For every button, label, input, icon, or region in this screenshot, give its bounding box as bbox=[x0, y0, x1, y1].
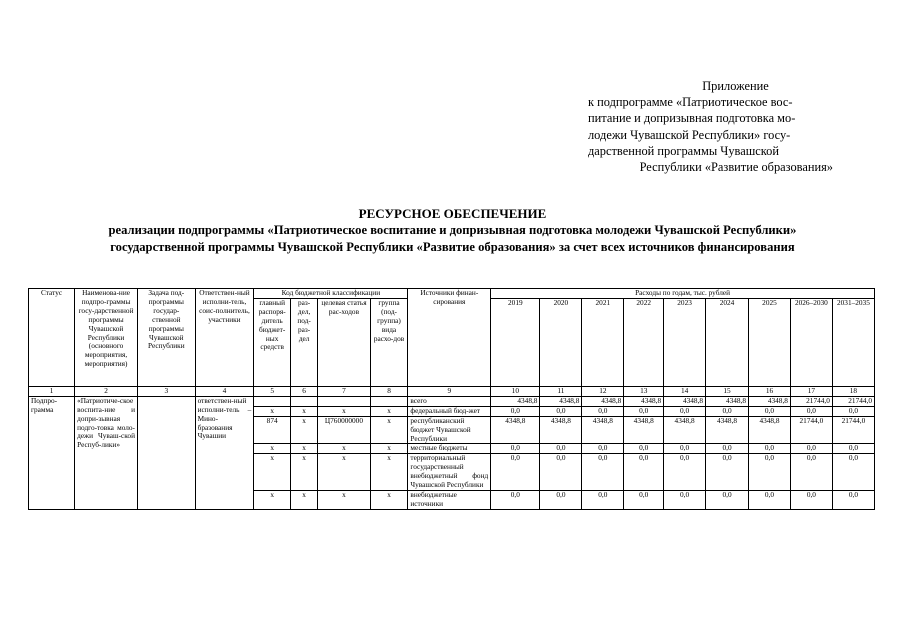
header-year: 2022 bbox=[624, 298, 664, 386]
value-cell: 0,0 bbox=[664, 406, 706, 416]
value-cell: 4348,8 bbox=[664, 416, 706, 444]
value-cell: 0,0 bbox=[706, 444, 749, 454]
header-kbk-section: раз-дел, под-раз-дел bbox=[290, 298, 317, 386]
column-number: 6 bbox=[290, 386, 317, 396]
resource-table bbox=[28, 288, 875, 510]
value-cell: 0,0 bbox=[582, 444, 624, 454]
header-year: 2023 bbox=[664, 298, 706, 386]
code-cell bbox=[254, 396, 291, 406]
value-cell: 0,0 bbox=[790, 444, 832, 454]
code-cell: x bbox=[254, 406, 291, 416]
column-number: 4 bbox=[195, 386, 254, 396]
column-number: 1 bbox=[29, 386, 75, 396]
column-number: 15 bbox=[706, 386, 749, 396]
code-cell: 874 bbox=[254, 416, 291, 444]
value-cell: 21744,0 bbox=[790, 416, 832, 444]
table-row bbox=[29, 396, 875, 406]
value-cell: 0,0 bbox=[582, 406, 624, 416]
appendix-line: питание и допризывная подготовка мо- bbox=[588, 111, 796, 126]
header-sources: Источники финан-сирования bbox=[408, 289, 491, 387]
source-cell: территориальный государственный внебюджетный фонд Чувашской Республики bbox=[408, 454, 491, 491]
code-cell: x bbox=[290, 416, 317, 444]
value-cell: 0,0 bbox=[491, 454, 540, 491]
header-year: 2025 bbox=[749, 298, 791, 386]
column-number: 8 bbox=[370, 386, 408, 396]
value-cell: 21744,0 bbox=[832, 416, 874, 444]
heading-subtitle: государственной программы Чувашской Республики «Развитие образования» за счет всех источников финансирования bbox=[110, 239, 795, 254]
value-cell: 0,0 bbox=[624, 490, 664, 509]
value-cell: 0,0 bbox=[749, 444, 791, 454]
appendix-title: Приложение bbox=[702, 79, 769, 93]
header-year: 2024 bbox=[706, 298, 749, 386]
value-cell: 0,0 bbox=[582, 454, 624, 491]
responsible-cell: ответствен-ный исполни-тель – Мино-бразования Чувашии bbox=[195, 396, 254, 509]
value-cell: 4348,8 bbox=[540, 396, 582, 406]
source-cell: всего bbox=[408, 396, 491, 406]
header-name: Наименова-ние подпро-граммы госу-дарственной программы Чувашской Республики (основного мероприятия, мероприятия) bbox=[75, 289, 138, 387]
value-cell: 0,0 bbox=[491, 490, 540, 509]
value-cell: 0,0 bbox=[540, 406, 582, 416]
appendix-line: дарственной программы Чувашской bbox=[588, 143, 779, 158]
header-kbk-group: группа (под-группа) вида расхо-дов bbox=[370, 298, 408, 386]
subprogram-name-cell: «Патриотиче-ское воспита-ние и допри-зывная подго-товка моло-дежи Чуваш-ской Респуб-лики» bbox=[75, 396, 138, 509]
source-cell: внебюджетные источники bbox=[408, 490, 491, 509]
appendix-note bbox=[588, 78, 843, 175]
source-cell: местные бюджеты bbox=[408, 444, 491, 454]
value-cell: 0,0 bbox=[706, 454, 749, 491]
code-cell: Ц760000000 bbox=[318, 416, 370, 444]
document-heading bbox=[40, 206, 865, 255]
value-cell: 4348,8 bbox=[664, 396, 706, 406]
code-cell: x bbox=[370, 416, 408, 444]
header-year: 2019 bbox=[491, 298, 540, 386]
value-cell: 0,0 bbox=[706, 490, 749, 509]
code-cell: x bbox=[290, 490, 317, 509]
value-cell: 0,0 bbox=[832, 490, 874, 509]
header-year: 2021 bbox=[582, 298, 624, 386]
value-cell: 4348,8 bbox=[582, 416, 624, 444]
header-year: 2020 bbox=[540, 298, 582, 386]
value-cell: 0,0 bbox=[749, 406, 791, 416]
header-task: Задача под-программы государ-ственной программы Чувашской Республики bbox=[137, 289, 195, 387]
column-number: 3 bbox=[137, 386, 195, 396]
column-number: 13 bbox=[624, 386, 664, 396]
value-cell: 0,0 bbox=[624, 444, 664, 454]
column-number: 17 bbox=[790, 386, 832, 396]
header-year: 2031–2035 bbox=[832, 298, 874, 386]
column-number: 16 bbox=[749, 386, 791, 396]
code-cell: x bbox=[318, 490, 370, 509]
value-cell: 0,0 bbox=[540, 444, 582, 454]
column-number: 2 bbox=[75, 386, 138, 396]
code-cell: x bbox=[254, 444, 291, 454]
value-cell: 0,0 bbox=[790, 454, 832, 491]
header-kbk: Код бюджетной классификации bbox=[254, 289, 408, 299]
value-cell: 0,0 bbox=[790, 406, 832, 416]
value-cell: 0,0 bbox=[582, 490, 624, 509]
code-cell bbox=[370, 396, 408, 406]
code-cell: x bbox=[318, 454, 370, 491]
value-cell: 21744,0 bbox=[790, 396, 832, 406]
column-number: 14 bbox=[664, 386, 706, 396]
code-cell: x bbox=[370, 454, 408, 491]
column-number: 5 bbox=[254, 386, 291, 396]
header-row bbox=[29, 289, 875, 299]
value-cell: 4348,8 bbox=[491, 416, 540, 444]
appendix-line: лодежи Чувашской Республики» госу- bbox=[588, 127, 791, 142]
value-cell: 0,0 bbox=[749, 490, 791, 509]
value-cell: 0,0 bbox=[540, 454, 582, 491]
value-cell: 0,0 bbox=[664, 490, 706, 509]
value-cell: 0,0 bbox=[749, 454, 791, 491]
code-cell: x bbox=[370, 444, 408, 454]
value-cell: 4348,8 bbox=[706, 416, 749, 444]
column-number: 9 bbox=[408, 386, 491, 396]
value-cell: 0,0 bbox=[664, 454, 706, 491]
value-cell: 4348,8 bbox=[582, 396, 624, 406]
value-cell: 4348,8 bbox=[491, 396, 540, 406]
code-cell: x bbox=[254, 490, 291, 509]
value-cell: 4348,8 bbox=[624, 396, 664, 406]
header-expenses: Расходы по годам, тыс. рублей bbox=[491, 289, 875, 299]
header-responsible: Ответствен-ный исполни-тель, соис-полнитель, участники bbox=[195, 289, 254, 387]
value-cell: 21744,0 bbox=[832, 396, 874, 406]
header-status: Статус bbox=[29, 289, 75, 387]
column-number: 12 bbox=[582, 386, 624, 396]
value-cell: 0,0 bbox=[664, 444, 706, 454]
column-number-row bbox=[29, 386, 875, 396]
value-cell: 4348,8 bbox=[706, 396, 749, 406]
appendix-line: к подпрограмме «Патриотическое вос- bbox=[588, 95, 793, 110]
code-cell: x bbox=[370, 490, 408, 509]
value-cell: 0,0 bbox=[832, 444, 874, 454]
code-cell: x bbox=[290, 406, 317, 416]
heading-subtitle: реализации подпрограммы «Патриотическое воспитание и допризывная подготовка молодежи Чувашской Республики» bbox=[108, 223, 797, 238]
column-number: 10 bbox=[491, 386, 540, 396]
code-cell bbox=[318, 396, 370, 406]
value-cell: 0,0 bbox=[491, 406, 540, 416]
value-cell: 0,0 bbox=[790, 490, 832, 509]
value-cell: 4348,8 bbox=[540, 416, 582, 444]
code-cell: x bbox=[318, 406, 370, 416]
value-cell: 4348,8 bbox=[749, 396, 791, 406]
code-cell bbox=[290, 396, 317, 406]
source-cell: республиканский бюджет Чувашской Республики bbox=[408, 416, 491, 444]
value-cell: 0,0 bbox=[491, 444, 540, 454]
code-cell: x bbox=[318, 444, 370, 454]
header-year: 2026–2030 bbox=[790, 298, 832, 386]
source-cell: федеральный бюд-жет bbox=[408, 406, 491, 416]
code-cell: x bbox=[254, 454, 291, 491]
value-cell: 4348,8 bbox=[624, 416, 664, 444]
column-number: 18 bbox=[832, 386, 874, 396]
value-cell: 0,0 bbox=[832, 454, 874, 491]
code-cell: x bbox=[290, 444, 317, 454]
value-cell: 0,0 bbox=[540, 490, 582, 509]
code-cell: x bbox=[290, 454, 317, 491]
header-kbk-article: целевая статья рас-ходов bbox=[318, 298, 370, 386]
column-number: 7 bbox=[318, 386, 370, 396]
code-cell: x bbox=[370, 406, 408, 416]
appendix-line: Республики «Развитие образования» bbox=[639, 160, 833, 175]
value-cell: 0,0 bbox=[624, 406, 664, 416]
value-cell: 4348,8 bbox=[749, 416, 791, 444]
value-cell: 0,0 bbox=[624, 454, 664, 491]
heading-title: РЕСУРСНОЕ ОБЕСПЕЧЕНИЕ bbox=[358, 206, 547, 221]
value-cell: 0,0 bbox=[832, 406, 874, 416]
status-cell: Подпро-грамма bbox=[29, 396, 75, 509]
value-cell: 0,0 bbox=[706, 406, 749, 416]
column-number: 11 bbox=[540, 386, 582, 396]
header-kbk-grbs: главный распоря-дитель бюджет-ных средств bbox=[254, 298, 291, 386]
task-cell bbox=[137, 396, 195, 509]
